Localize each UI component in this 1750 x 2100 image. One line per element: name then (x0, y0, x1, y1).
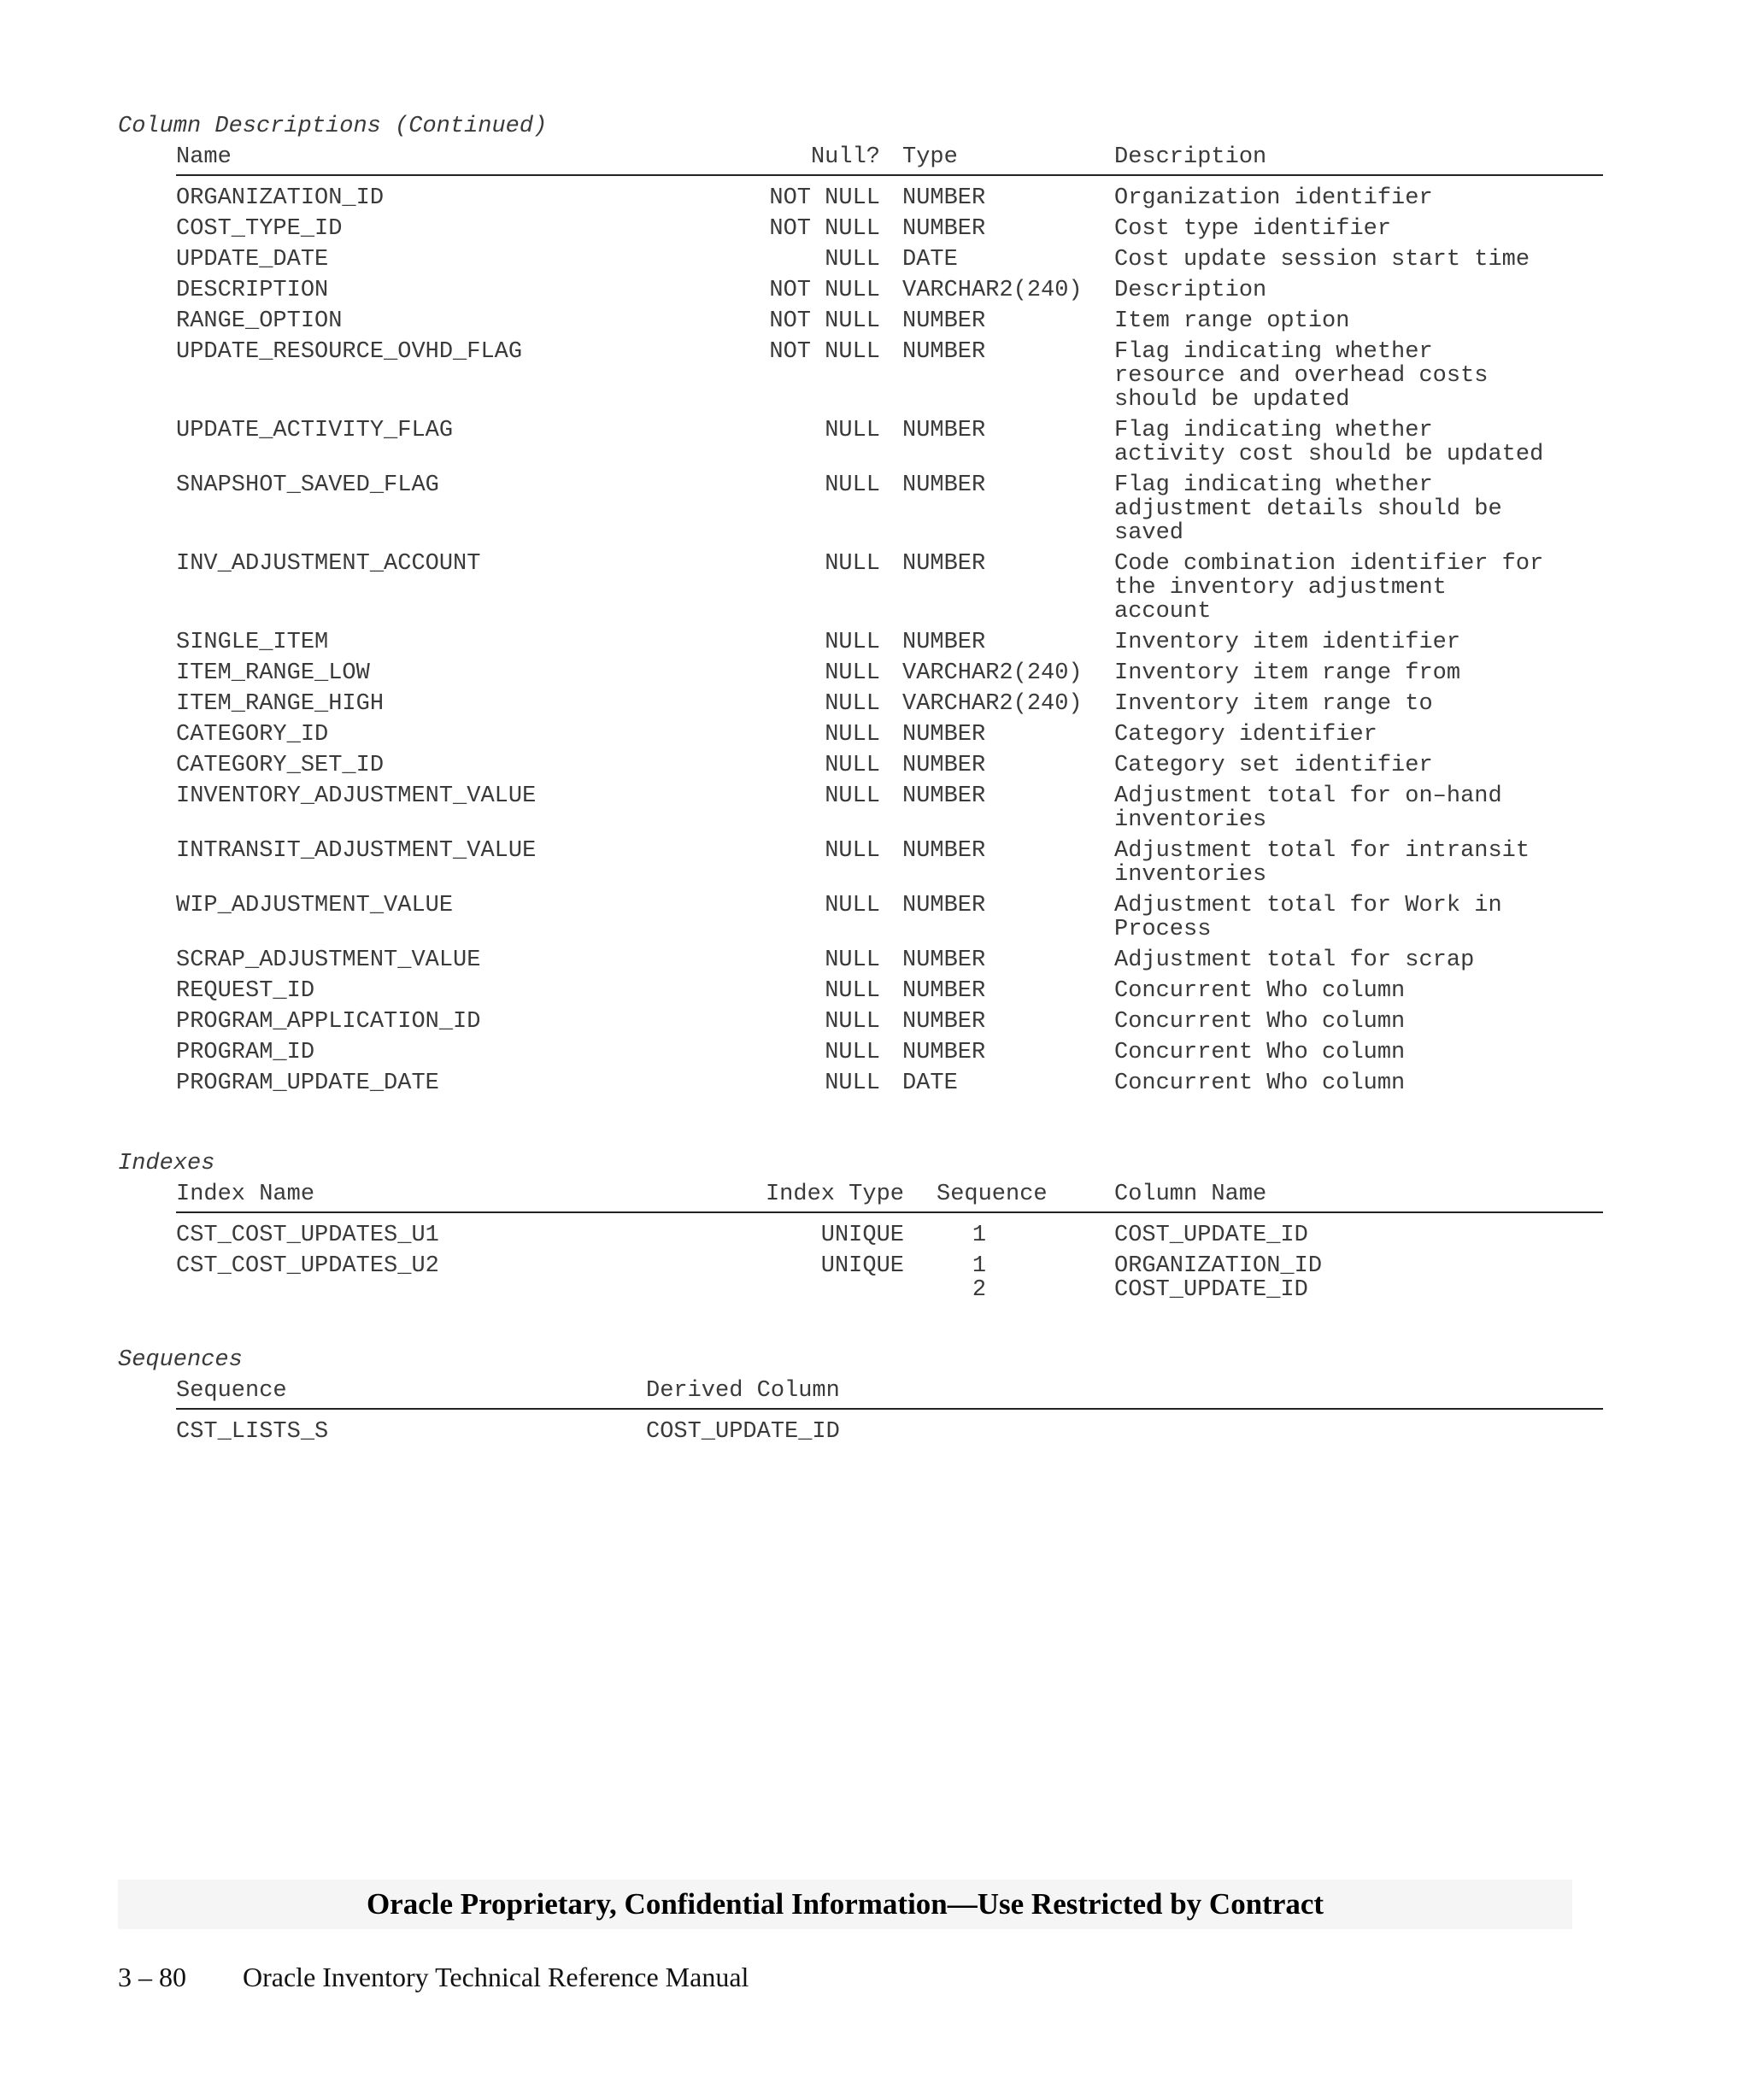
table-row (176, 839, 1603, 887)
description-line: Concurrent Who column (1114, 1071, 1406, 1096)
column-descriptions-title: Column Descriptions (Continued) (118, 114, 548, 139)
table-row (176, 784, 1603, 832)
description-line: Adjustment total for scrap (1114, 947, 1475, 973)
column-type: NUMBER (902, 838, 986, 864)
description-line: Cost type identifier (1114, 216, 1392, 242)
column-name: UPDATE_DATE (176, 247, 329, 273)
column-name: WIP_ADJUSTMENT_VALUE (176, 893, 454, 918)
column-name: INTRANSIT_ADJUSTMENT_VALUE (176, 838, 537, 864)
column-null: NULL (825, 893, 880, 918)
column-type: DATE (902, 1071, 958, 1096)
column-null: NULL (825, 783, 880, 809)
index-sequence (937, 1254, 1022, 1302)
description-line: account (1114, 599, 1212, 625)
sequence-value: 1 (972, 1223, 987, 1248)
column-description (1114, 279, 1603, 302)
header-name: Name (176, 144, 232, 170)
table-row (176, 754, 1603, 777)
index-sequence (937, 1223, 1022, 1247)
header-sequence: Sequence (937, 1182, 1048, 1207)
column-null: NULL (825, 947, 880, 973)
column-null: NULL (825, 722, 880, 748)
column-type: NUMBER (902, 339, 986, 365)
description-line: Process (1114, 917, 1212, 942)
column-description (1114, 631, 1603, 654)
description-line: Flag indicating whether (1114, 339, 1433, 365)
column-name: ORGANIZATION_ID (176, 185, 385, 211)
index-name: CST_COST_UPDATES_U1 (176, 1223, 439, 1248)
column-type: NUMBER (902, 753, 986, 778)
confidential-banner-text: Oracle Proprietary, Confidential Information––Use Restricted by Contract (366, 1887, 1324, 1921)
description-line: Inventory item range from (1114, 660, 1461, 686)
column-name: PROGRAM_UPDATE_DATE (176, 1071, 439, 1096)
column-name: REQUEST_ID (176, 978, 315, 1004)
column-type: VARCHAR2(240) (902, 278, 1083, 303)
table-row (176, 661, 1603, 685)
description-line: Flag indicating whether (1114, 472, 1433, 498)
column-description (1114, 784, 1603, 832)
table-row (176, 948, 1603, 972)
column-type: NUMBER (902, 893, 986, 918)
column-null: NULL (825, 753, 880, 778)
description-line: Organization identifier (1114, 185, 1433, 211)
column-null: NOT NULL (769, 308, 880, 334)
index-table-header (176, 1182, 1603, 1213)
column-description (1114, 692, 1603, 716)
book-title: Oracle Inventory Technical Reference Manual (243, 1962, 749, 1992)
column-description (1114, 552, 1603, 624)
column-description (1114, 948, 1603, 972)
column-name: SCRAP_ADJUSTMENT_VALUE (176, 947, 481, 973)
column-name: CATEGORY_SET_ID (176, 753, 385, 778)
column-name: UPDATE_ACTIVITY_FLAG (176, 418, 454, 443)
table-row (176, 1223, 1603, 1247)
column-description (1114, 217, 1603, 241)
derived-column: COST_UPDATE_ID (646, 1419, 840, 1445)
index-column-name: ORGANIZATION_ID (1114, 1253, 1323, 1279)
column-type: NUMBER (902, 418, 986, 443)
column-type: NUMBER (902, 783, 986, 809)
column-name: UPDATE_RESOURCE_OVHD_FLAG (176, 339, 523, 365)
index-table-body (176, 1213, 1603, 1302)
table-row (176, 217, 1603, 241)
header-seq: Sequence (176, 1378, 287, 1404)
column-description (1114, 309, 1603, 333)
sequence-table-header (176, 1379, 1603, 1410)
column-description (1114, 754, 1603, 777)
column-name: PROGRAM_APPLICATION_ID (176, 1009, 481, 1035)
column-name: COST_TYPE_ID (176, 216, 343, 242)
description-line: Concurrent Who column (1114, 1009, 1406, 1035)
column-name: ITEM_RANGE_HIGH (176, 691, 385, 717)
column-description (1114, 1041, 1603, 1065)
table-row (176, 894, 1603, 941)
table-row (176, 552, 1603, 624)
description-line: adjustment details should be (1114, 496, 1502, 522)
table-row (176, 723, 1603, 747)
column-null: NULL (825, 630, 880, 655)
column-type: NUMBER (902, 185, 986, 211)
column-type: NUMBER (902, 630, 986, 655)
description-line: Category set identifier (1114, 753, 1433, 778)
description-line: inventories (1114, 807, 1267, 833)
column-null: NULL (825, 1009, 880, 1035)
header-description: Description (1114, 144, 1267, 170)
description-line: the inventory adjustment (1114, 575, 1447, 601)
column-description (1114, 979, 1603, 1003)
description-line: Inventory item range to (1114, 691, 1433, 717)
description-line: Description (1114, 278, 1267, 303)
column-null: NULL (825, 1040, 880, 1065)
column-null: NULL (825, 1071, 880, 1096)
table-row (176, 473, 1603, 545)
sequence-name: CST_LISTS_S (176, 1419, 329, 1445)
column-name: RANGE_OPTION (176, 308, 343, 334)
description-line: resource and overhead costs (1114, 363, 1489, 389)
header-type: Type (902, 144, 958, 170)
column-null: NULL (825, 838, 880, 864)
column-name: PROGRAM_ID (176, 1040, 315, 1065)
column-type: NUMBER (902, 1040, 986, 1065)
table-row (176, 1420, 1603, 1444)
column-description (1114, 839, 1603, 887)
column-description (1114, 248, 1603, 272)
header-index-type: Index Type (765, 1182, 904, 1207)
column-type: NUMBER (902, 472, 986, 498)
column-description (1114, 723, 1603, 747)
header-null: Null? (810, 144, 880, 170)
table-row (176, 1010, 1603, 1034)
column-description (1114, 1071, 1603, 1095)
index-column-name: COST_UPDATE_ID (1114, 1223, 1308, 1248)
column-type: DATE (902, 247, 958, 273)
column-null: NOT NULL (769, 339, 880, 365)
column-null: NULL (825, 247, 880, 273)
column-name: ITEM_RANGE_LOW (176, 660, 370, 686)
column-description (1114, 1010, 1603, 1034)
header-index-name: Index Name (176, 1182, 315, 1207)
column-null: NULL (825, 978, 880, 1004)
description-line: Concurrent Who column (1114, 1040, 1406, 1065)
index-type: UNIQUE (820, 1223, 904, 1248)
column-null: NULL (825, 418, 880, 443)
column-null: NOT NULL (769, 185, 880, 211)
description-line: inventories (1114, 862, 1267, 888)
column-table-body (176, 176, 1603, 1095)
column-null: NOT NULL (769, 278, 880, 303)
description-line: Item range option (1114, 308, 1350, 334)
column-name: INVENTORY_ADJUSTMENT_VALUE (176, 783, 537, 809)
column-name: SINGLE_ITEM (176, 630, 329, 655)
sequences-title: Sequences (118, 1347, 243, 1373)
index-column-name: COST_UPDATE_ID (1114, 1277, 1308, 1303)
column-descriptions-table (176, 145, 1603, 1102)
table-row (176, 309, 1603, 333)
column-table-header (176, 145, 1603, 176)
description-line: saved (1114, 520, 1184, 546)
table-row (176, 419, 1603, 466)
description-line: Concurrent Who column (1114, 978, 1406, 1004)
table-row (176, 692, 1603, 716)
column-type: NUMBER (902, 722, 986, 748)
index-name: CST_COST_UPDATES_U2 (176, 1253, 439, 1279)
column-description (1114, 473, 1603, 545)
page-number: 3 – 80 (118, 1962, 186, 1992)
confidential-banner (118, 1880, 1572, 1929)
table-row (176, 1041, 1603, 1065)
column-null: NULL (825, 691, 880, 717)
column-type: NUMBER (902, 216, 986, 242)
column-description (1114, 340, 1603, 412)
indexes-title: Indexes (118, 1151, 215, 1176)
header-column-name: Column Name (1114, 1182, 1267, 1207)
table-row (176, 186, 1603, 210)
column-description (1114, 661, 1603, 685)
description-line: Inventory item identifier (1114, 630, 1461, 655)
column-description (1114, 186, 1603, 210)
table-row (176, 340, 1603, 412)
table-row (176, 1071, 1603, 1095)
sequence-value: 1 (972, 1253, 987, 1279)
description-line: Code combination identifier for (1114, 551, 1544, 577)
column-type: VARCHAR2(240) (902, 660, 1083, 686)
header-derived-column: Derived Column (646, 1378, 840, 1404)
column-name: DESCRIPTION (176, 278, 329, 303)
column-type: VARCHAR2(240) (902, 691, 1083, 717)
sequences-table (176, 1379, 1603, 1451)
sequence-value: 2 (972, 1277, 987, 1303)
column-description (1114, 419, 1603, 466)
table-row (176, 248, 1603, 272)
description-line: should be updated (1114, 387, 1350, 413)
column-null: NULL (825, 551, 880, 577)
description-line: Flag indicating whether (1114, 418, 1433, 443)
description-line: Category identifier (1114, 722, 1377, 748)
column-name: INV_ADJUSTMENT_ACCOUNT (176, 551, 481, 577)
column-type: NUMBER (902, 1009, 986, 1035)
table-row (176, 631, 1603, 654)
table-row (176, 979, 1603, 1003)
column-null: NOT NULL (769, 216, 880, 242)
column-name: CATEGORY_ID (176, 722, 329, 748)
description-line: Adjustment total for on–hand (1114, 783, 1502, 809)
index-columns (1114, 1223, 1603, 1247)
sequence-table-body (176, 1410, 1603, 1444)
column-type: NUMBER (902, 551, 986, 577)
column-name: SNAPSHOT_SAVED_FLAG (176, 472, 439, 498)
description-line: Adjustment total for intransit (1114, 838, 1530, 864)
table-row (176, 279, 1603, 302)
column-type: NUMBER (902, 978, 986, 1004)
column-type: NUMBER (902, 947, 986, 973)
description-line: activity cost should be updated (1114, 442, 1544, 467)
index-columns (1114, 1254, 1603, 1302)
indexes-table (176, 1182, 1603, 1309)
column-null: NULL (825, 472, 880, 498)
column-null: NULL (825, 660, 880, 686)
column-type: NUMBER (902, 308, 986, 334)
table-row (176, 1254, 1603, 1302)
column-description (1114, 894, 1603, 941)
description-line: Adjustment total for Work in (1114, 893, 1502, 918)
description-line: Cost update session start time (1114, 247, 1530, 273)
index-type: UNIQUE (820, 1253, 904, 1279)
